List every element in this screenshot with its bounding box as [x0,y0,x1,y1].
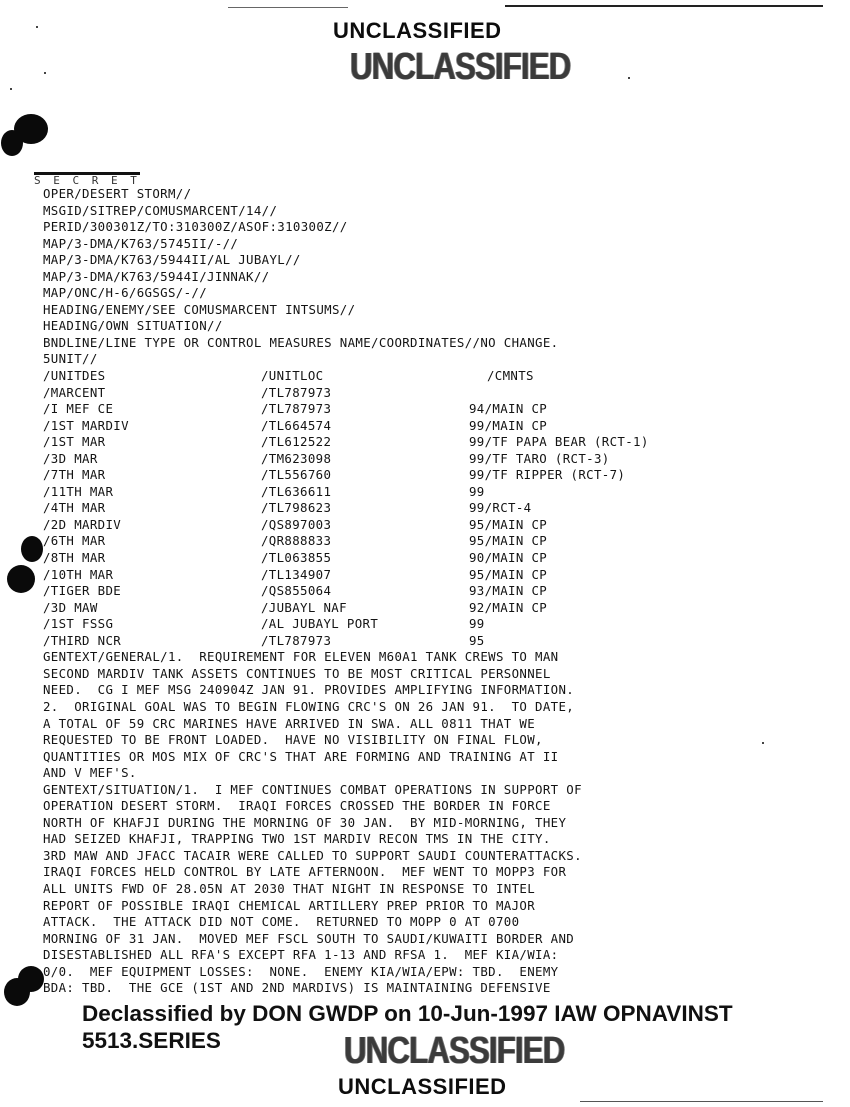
header-classification-stamp: UNCLASSIFIED [350,46,571,88]
column-header-unitloc: /UNITLOC [261,368,324,384]
table-cell-comment: 99 [469,616,485,632]
table-cell-location: /TL787973 [261,384,332,400]
table-cell-unit: /7TH MAR [43,467,106,483]
body-line: SECOND MARDIV TANK ASSETS CONTINUES TO BE MOST CRITICAL PERSONNEL [43,665,551,681]
punch-hole-mid-2 [7,565,35,593]
body-line: ALL UNITS FWD OF 28.05N AT 2030 THAT NIGHT IN RESPONSE TO INTEL [43,880,536,896]
table-cell-comment: 95/MAIN CP [469,516,548,532]
table-cell-location: /QS855064 [261,583,332,599]
header-line: HEADING/OWN SITUATION// [43,318,223,334]
table-cell-unit: /4TH MAR [43,500,106,516]
message-header [43,186,833,368]
punch-hole-mid [21,536,43,562]
table-cell-comment: 99/MAIN CP [469,417,548,433]
table-cell-comment: 92/MAIN CP [469,599,548,615]
scan-speck [44,72,46,74]
header-classification-banner: UNCLASSIFIED [333,18,502,43]
body-line: QUANTITIES OR MOS MIX OF CRC'S THAT ARE FORMING AND TRAINING AT II [43,748,559,764]
scan-speck [628,77,630,79]
table-cell-location: /TL636611 [261,483,332,499]
body-line: HAD SEIZED KHAFJI, TRAPPING TWO 1ST MARDIV RECON TMS IN THE CITY. [43,831,551,847]
header-line: MSGID/SITREP/COMUSMARCENT/14// [43,202,278,218]
table-cell-comment: 99/TF RIPPER (RCT-7) [469,467,626,483]
body-line: A TOTAL OF 59 CRC MARINES HAVE ARRIVED IN SWA. ALL 0811 THAT WE [43,715,536,731]
header-line: HEADING/ENEMY/SEE COMUSMARCENT INTSUMS// [43,301,356,317]
footer-classification-banner: UNCLASSIFIED [338,1074,507,1099]
header-line: BNDLINE/LINE TYPE OR CONTROL MEASURES NAME/COORDINATES//NO CHANGE. [43,334,559,350]
table-cell-location: /TL798623 [261,500,332,516]
secret-marking: S E C R E T [34,174,140,185]
table-cell-location: /AL JUBAYL PORT [261,616,379,632]
table-cell-comment: 95/MAIN CP [469,533,548,549]
column-header-unitdes: /UNITDES [43,368,106,384]
table-cell-comment: 90/MAIN CP [469,550,548,566]
table-cell-location: /TL556760 [261,467,332,483]
bottom-rule [580,1101,823,1102]
table-cell-comment: 94/MAIN CP [469,401,548,417]
body-line: ATTACK. THE ATTACK DID NOT COME. RETURNED TO MOPP 0 AT 0700 [43,914,520,930]
table-cell-unit: /THIRD NCR [43,632,122,648]
header-line: PERID/300301Z/TO:310300Z/ASOF:310300Z// [43,219,348,235]
table-cell-unit: /3D MAR [43,450,98,466]
body-line: IRAQI FORCES HELD CONTROL BY LATE AFTERNOON. MEF WENT TO MOPP3 FOR [43,864,567,880]
header-line: MAP/ONC/H-6/6GSGS/-// [43,285,208,301]
table-cell-location: /TL134907 [261,566,332,582]
table-cell-comment: 93/MAIN CP [469,583,548,599]
header-line: OPER/DESERT STORM// [43,186,192,201]
table-cell-location: /TL787973 [261,632,332,648]
table-cell-location: /QS897003 [261,516,332,532]
table-cell-unit: /MARCENT [43,384,106,400]
body-line: REPORT OF POSSIBLE IRAQI CHEMICAL ARTILLERY PREP PRIOR TO MAJOR [43,897,536,913]
punch-hole-bottom-2 [4,978,30,1006]
table-cell-location: /TL063855 [261,550,332,566]
body-text [43,649,833,996]
table-cell-comment: 99/TF TARO (RCT-3) [469,450,610,466]
table-cell-unit: /1ST MARDIV [43,417,129,433]
table-cell-comment: 95 [469,632,485,648]
body-line: DISESTABLISHED ALL RFA'S EXCEPT RFA 1-13 AND RFSA 1. MEF KIA/WIA: [43,947,559,963]
body-line: BDA: TBD. THE GCE (1ST AND 2ND MARDIVS) IS MAINTAINING DEFENSIVE [43,980,551,996]
table-cell-unit: /6TH MAR [43,533,106,549]
body-line: AND V MEF'S. [43,765,137,781]
body-line: 3RD MAW AND JFACC TACAIR WERE CALLED TO SUPPORT SAUDI COUNTERATTACKS. [43,847,582,863]
scan-speck [10,88,12,90]
body-line: REQUESTED TO BE FRONT LOADED. HAVE NO VISIBILITY ON FINAL FLOW, [43,732,543,748]
header-line: MAP/3-DMA/K763/5944I/JINNAK// [43,268,270,284]
table-cell-comment: 95/MAIN CP [469,566,548,582]
header-line: MAP/3-DMA/K763/5944II/AL JUBAYL// [43,252,301,268]
body-line: OPERATION DESERT STORM. IRAQI FORCES CROSSED THE BORDER IN FORCE [43,798,551,814]
body-line: NORTH OF KHAFJI DURING THE MORNING OF 30 JAN. BY MID-MORNING, THEY [43,814,567,830]
body-line: NEED. CG I MEF MSG 240904Z JAN 91. PROVIDES AMPLIFYING INFORMATION. [43,682,575,698]
table-cell-unit: /TIGER BDE [43,583,122,599]
table-cell-unit: /11TH MAR [43,483,114,499]
table-cell-location: /TL612522 [261,434,332,450]
table-cell-comment: 99 [469,483,485,499]
message-body [43,186,833,997]
header-line: MAP/3-DMA/K763/5745II/-// [43,235,239,251]
table-cell-comment: 99/RCT-4 [469,500,532,516]
table-cell-location: /QR888833 [261,533,332,549]
body-line: GENTEXT/SITUATION/1. I MEF CONTINUES COMBAT OPERATIONS IN SUPPORT OF [43,781,582,797]
punch-hole-top-2 [14,114,48,144]
table-cell-comment: 99/TF PAPA BEAR (RCT-1) [469,434,649,450]
table-cell-unit: /I MEF CE [43,401,114,417]
top-rule [505,5,823,7]
table-cell-location: /TM623098 [261,450,332,466]
table-cell-unit: /10TH MAR [43,566,114,582]
table-cell-unit: /3D MAW [43,599,98,615]
unit-table [43,368,833,649]
table-cell-location: /TL787973 [261,401,332,417]
header-line: 5UNIT// [43,351,98,367]
table-cell-location: /TL664574 [261,417,332,433]
table-cell-location: /JUBAYL NAF [261,599,347,615]
declassification-line: Declassified by DON GWDP on 10-Jun-1997 IAW OPNAVINST [82,1001,733,1026]
top-rule-left [228,7,348,8]
scan-speck [36,26,38,28]
declassification-series: 5513.SERIES [82,1028,221,1053]
table-cell-unit: /1ST MAR [43,434,106,450]
table-cell-unit: /2D MARDIV [43,516,122,532]
table-cell-comment [469,385,799,402]
body-line: 2. ORIGINAL GOAL WAS TO BEGIN FLOWING CRC'S ON 26 JAN 91. TO DATE, [43,698,575,714]
body-line: GENTEXT/GENERAL/1. REQUIREMENT FOR ELEVEN M60A1 TANK CREWS TO MAN [43,649,559,665]
body-line: MORNING OF 31 JAN. MOVED MEF FSCL SOUTH TO SAUDI/KUWAITI BORDER AND [43,930,575,946]
table-cell-unit: /1ST FSSG [43,616,114,632]
body-line: 0/0. MEF EQUIPMENT LOSSES: NONE. ENEMY KIA/WIA/EPW: TBD. ENEMY [43,963,559,979]
table-cell-unit: /8TH MAR [43,550,106,566]
column-header-cmnts: /CMNTS [487,368,534,384]
footer-classification-stamp: UNCLASSIFIED [344,1030,565,1072]
